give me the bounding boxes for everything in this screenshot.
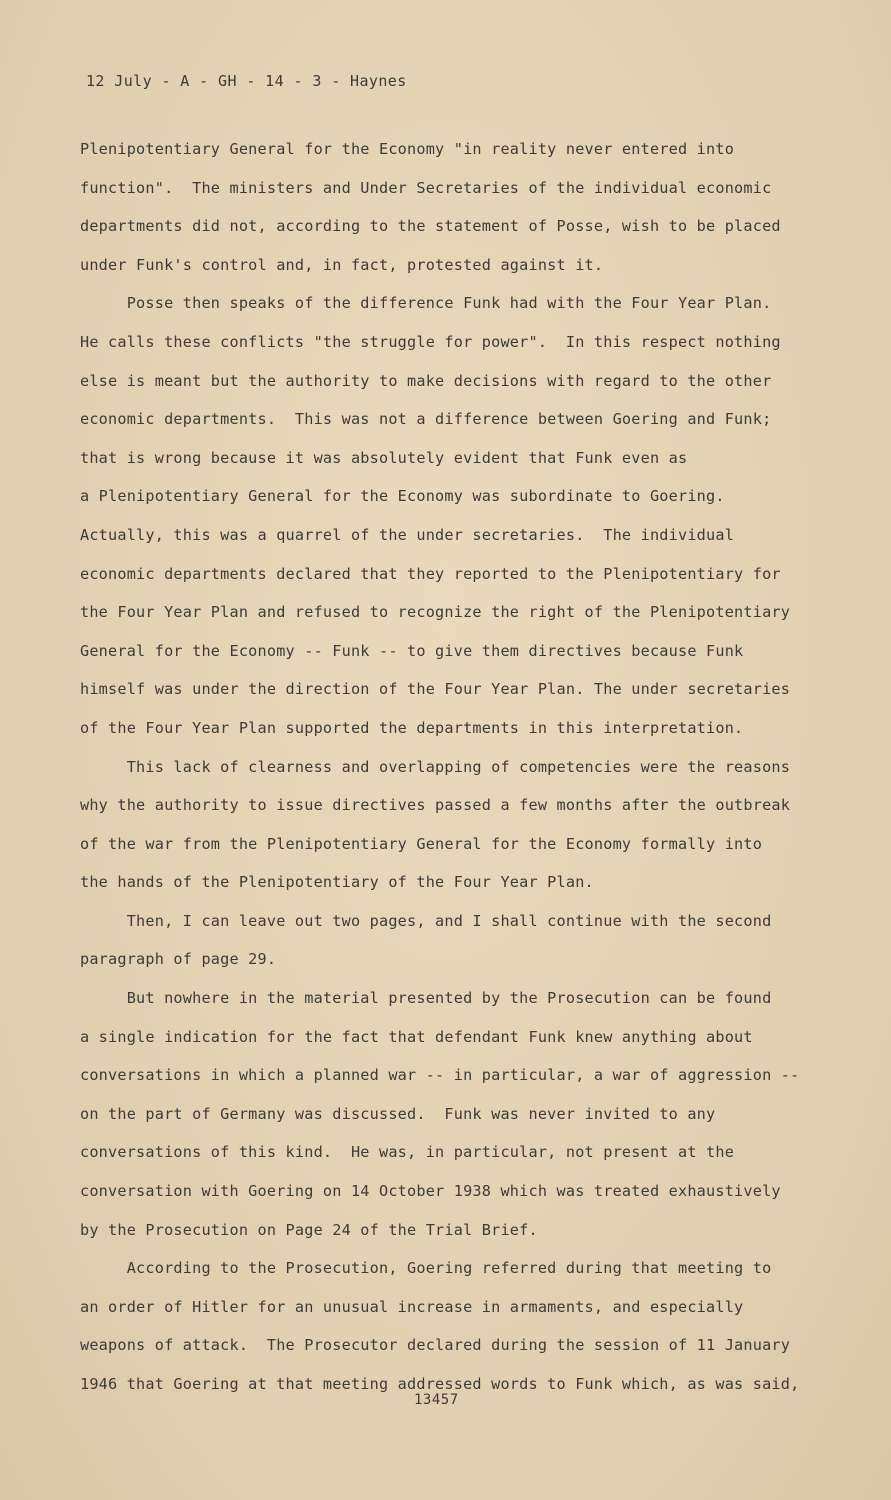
text-line: Plenipotentiary General for the Economy "in reality never entered into xyxy=(80,140,735,158)
text-line: conversations of this kind. He was, in particular, not present at the xyxy=(80,1143,735,1162)
text-line: on the part of Germany was discussed. Funk was never invited to any xyxy=(80,1104,716,1123)
text-line: else is meant but the authority to make decisions with regard to the other xyxy=(80,371,772,390)
body-text xyxy=(80,130,820,1404)
text-line: Posse then speaks of the difference Funk had with the Four Year Plan. xyxy=(80,294,772,313)
page-number: 13457 xyxy=(414,1392,459,1408)
text-line: General for the Economy -- Funk -- to give them directives because Funk xyxy=(80,641,744,660)
text-line: 1946 that Goering at that meeting addressed words to Funk which, as was said, xyxy=(80,1375,800,1393)
text-line: under Funk's control and, in fact, protested against it. xyxy=(80,255,604,274)
text-line: Actually, this was a quarrel of the under secretaries. The individual xyxy=(80,525,735,544)
text-line: a single indication for the fact that defendant Funk knew anything about xyxy=(80,1027,753,1046)
text-line: weapons of attack. The Prosecutor declared during the session of 11 January xyxy=(80,1336,791,1355)
text-line: by the Prosecution on Page 24 of the Trial Brief. xyxy=(80,1220,538,1239)
text-line: that is wrong because it was absolutely evident that Funk even as xyxy=(80,448,688,467)
text-line: the Four Year Plan and refused to recognize the right of the Plenipotentiary xyxy=(80,603,791,622)
page-header: 12 July - A - GH - 14 - 3 - Haynes xyxy=(86,72,407,90)
text-line: paragraph of page 29. xyxy=(80,950,277,969)
text-line: of the war from the Plenipotentiary General for the Economy formally into xyxy=(80,834,763,853)
text-line: an order of Hitler for an unusual increase in armaments, and especially xyxy=(80,1297,744,1316)
text-line: conversations in which a planned war -- in particular, a war of aggression -- xyxy=(80,1066,800,1085)
text-line: But nowhere in the material presented by the Prosecution can be found xyxy=(80,989,772,1008)
text-line: why the authority to issue directives passed a few months after the outbreak xyxy=(80,796,791,815)
text-line: According to the Prosecution, Goering referred during that meeting to xyxy=(80,1259,772,1278)
text-line: the hands of the Plenipotentiary of the Four Year Plan. xyxy=(80,873,594,892)
text-line: This lack of clearness and overlapping of competencies were the reasons xyxy=(80,757,791,776)
text-line: a Plenipotentiary General for the Economy was subordinate to Goering. xyxy=(80,487,725,506)
text-line: departments did not, according to the statement of Posse, wish to be placed xyxy=(80,217,781,236)
text-line: of the Four Year Plan supported the departments in this interpretation. xyxy=(80,718,744,737)
text-line: economic departments. This was not a difference between Goering and Funk; xyxy=(80,410,772,429)
text-line: function". The ministers and Under Secretaries of the individual economic xyxy=(80,178,772,197)
text-line: Then, I can leave out two pages, and I shall continue with the second xyxy=(80,911,772,930)
text-line: himself was under the direction of the Four Year Plan. The under secretaries xyxy=(80,680,791,699)
text-line: economic departments declared that they reported to the Plenipotentiary for xyxy=(80,564,781,583)
text-line: He calls these conflicts "the struggle for power". In this respect nothing xyxy=(80,332,781,351)
text-line: conversation with Goering on 14 October 1938 which was treated exhaustively xyxy=(80,1182,781,1201)
